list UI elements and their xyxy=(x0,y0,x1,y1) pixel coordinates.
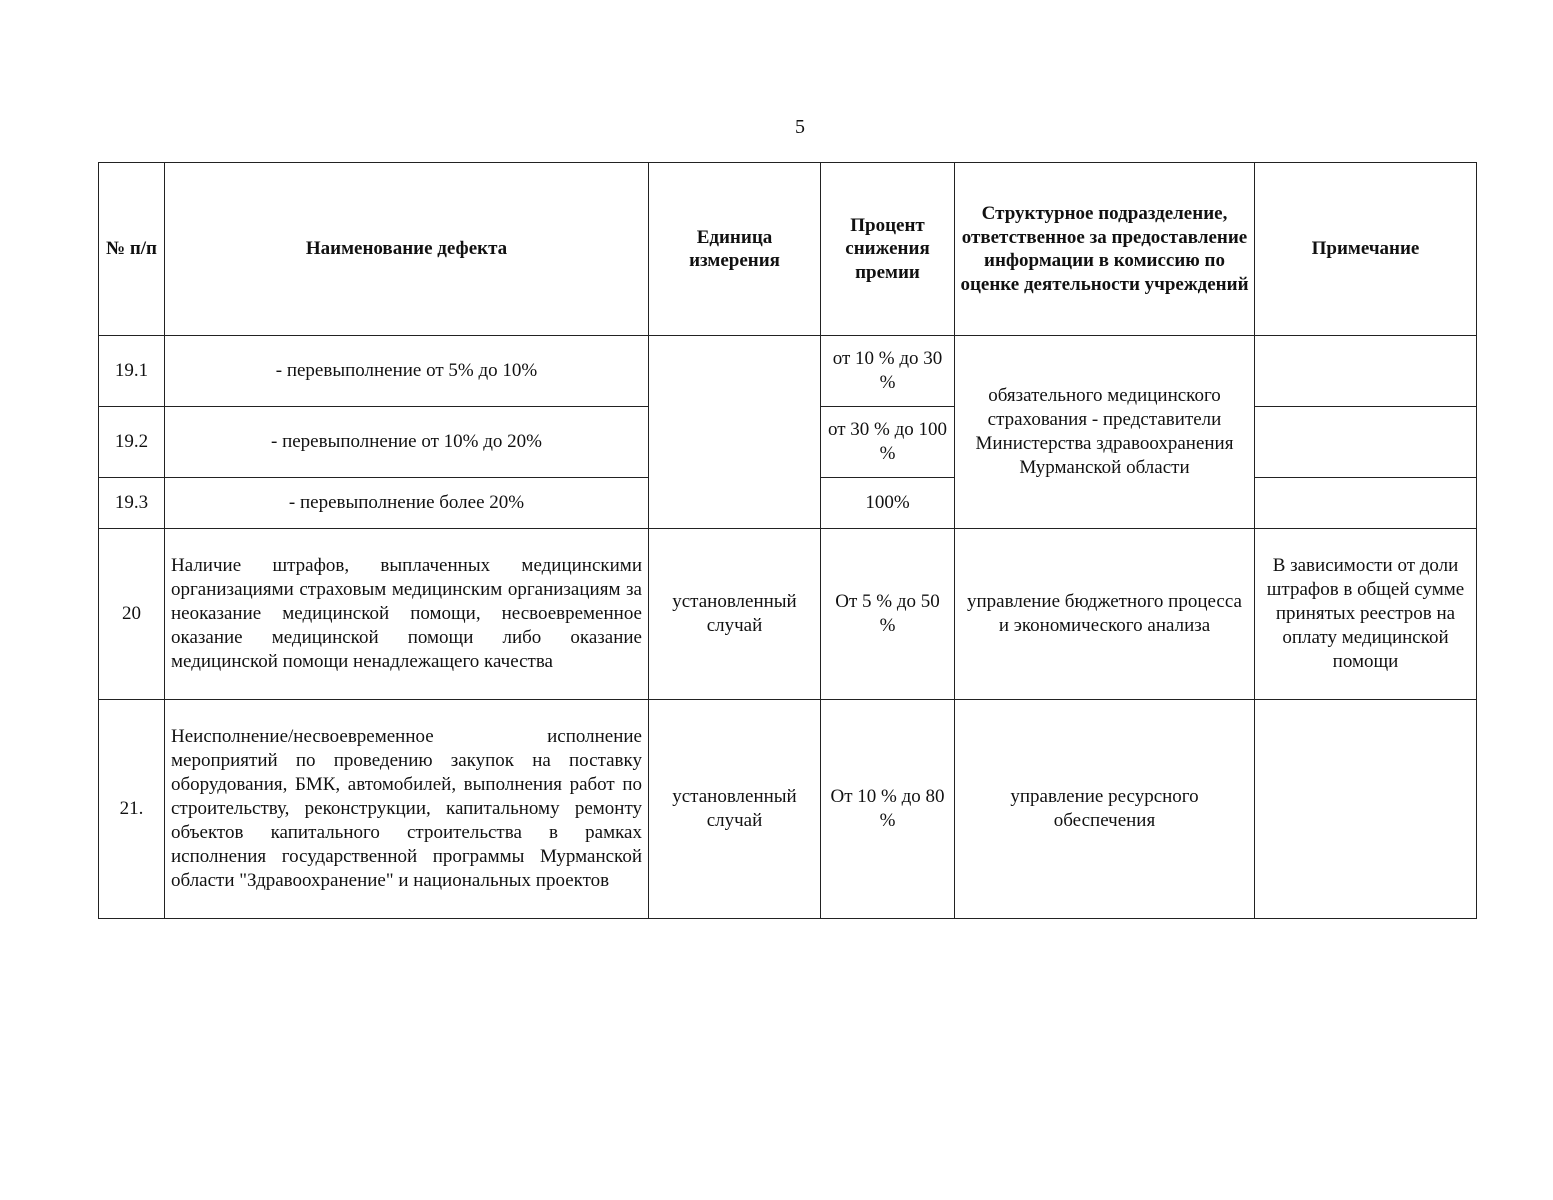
row-num: 20 xyxy=(99,529,165,700)
header-unit: Единица измерения xyxy=(649,163,821,336)
row-num: 19.1 xyxy=(99,336,165,407)
table-row xyxy=(99,700,1477,919)
percent-cell: От 10 % до 80 % xyxy=(821,700,955,919)
note-cell-empty xyxy=(1255,336,1477,407)
header-row xyxy=(99,163,1477,336)
defect-name: - перевыполнение от 5% до 10% xyxy=(165,336,649,407)
row-num: 19.3 xyxy=(99,478,165,529)
note-cell-empty xyxy=(1255,478,1477,529)
dept-cell: управление бюджетного процесса и экономического анализа xyxy=(955,529,1255,700)
unit-cell-empty xyxy=(649,336,821,529)
dept-cell: управление ресурсного обеспечения xyxy=(955,700,1255,919)
header-num: № п/п xyxy=(99,163,165,336)
header-dept: Структурное подразделение, ответственное за предоставление информации в комиссию по оценке деятельности учреждений xyxy=(955,163,1255,336)
dept-cell-group-19: обязательного медицинского страхования - представители Министерства здравоохранения Мурманской области xyxy=(955,336,1255,529)
note-cell-empty xyxy=(1255,407,1477,478)
page-number: 5 xyxy=(795,116,805,138)
header-percent: Процент снижения премии xyxy=(821,163,955,336)
defect-name: - перевыполнение более 20% xyxy=(165,478,649,529)
percent-cell: 100% xyxy=(821,478,955,529)
row-num: 19.2 xyxy=(99,407,165,478)
defect-name: Неисполнение/несвоевременное исполнение мероприятий по проведению закупок на поставку оборудования, БМК, автомобилей, выполнения работ по строительству, реконструкции, капитальному ремонту объектов капитального строительства в рамках исполнения государственной программы Мурманской области "Здравоохранение" и национальных проектов xyxy=(165,700,649,919)
header-name: Наименование дефекта xyxy=(165,163,649,336)
note-cell: В зависимости от доли штрафов в общей сумме принятых реестров на оплату медицинской помощи xyxy=(1255,529,1477,700)
defects-table xyxy=(98,162,1477,919)
percent-cell: от 10 % до 30 % xyxy=(821,336,955,407)
note-cell-empty xyxy=(1255,700,1477,919)
table-row xyxy=(99,336,1477,407)
table-row xyxy=(99,529,1477,700)
unit-cell: установленный случай xyxy=(649,529,821,700)
unit-cell: установленный случай xyxy=(649,700,821,919)
defect-name: Наличие штрафов, выплаченных медицинскими организациями страховым медицинским организациям за неоказание медицинской помощи, несвоевременное оказание медицинской помощи либо оказание медицинской помощи ненадлежащего качества xyxy=(165,529,649,700)
percent-cell: От 5 % до 50 % xyxy=(821,529,955,700)
header-note: Примечание xyxy=(1255,163,1477,336)
defect-name: - перевыполнение от 10% до 20% xyxy=(165,407,649,478)
row-num: 21. xyxy=(99,700,165,919)
percent-cell: от 30 % до 100 % xyxy=(821,407,955,478)
